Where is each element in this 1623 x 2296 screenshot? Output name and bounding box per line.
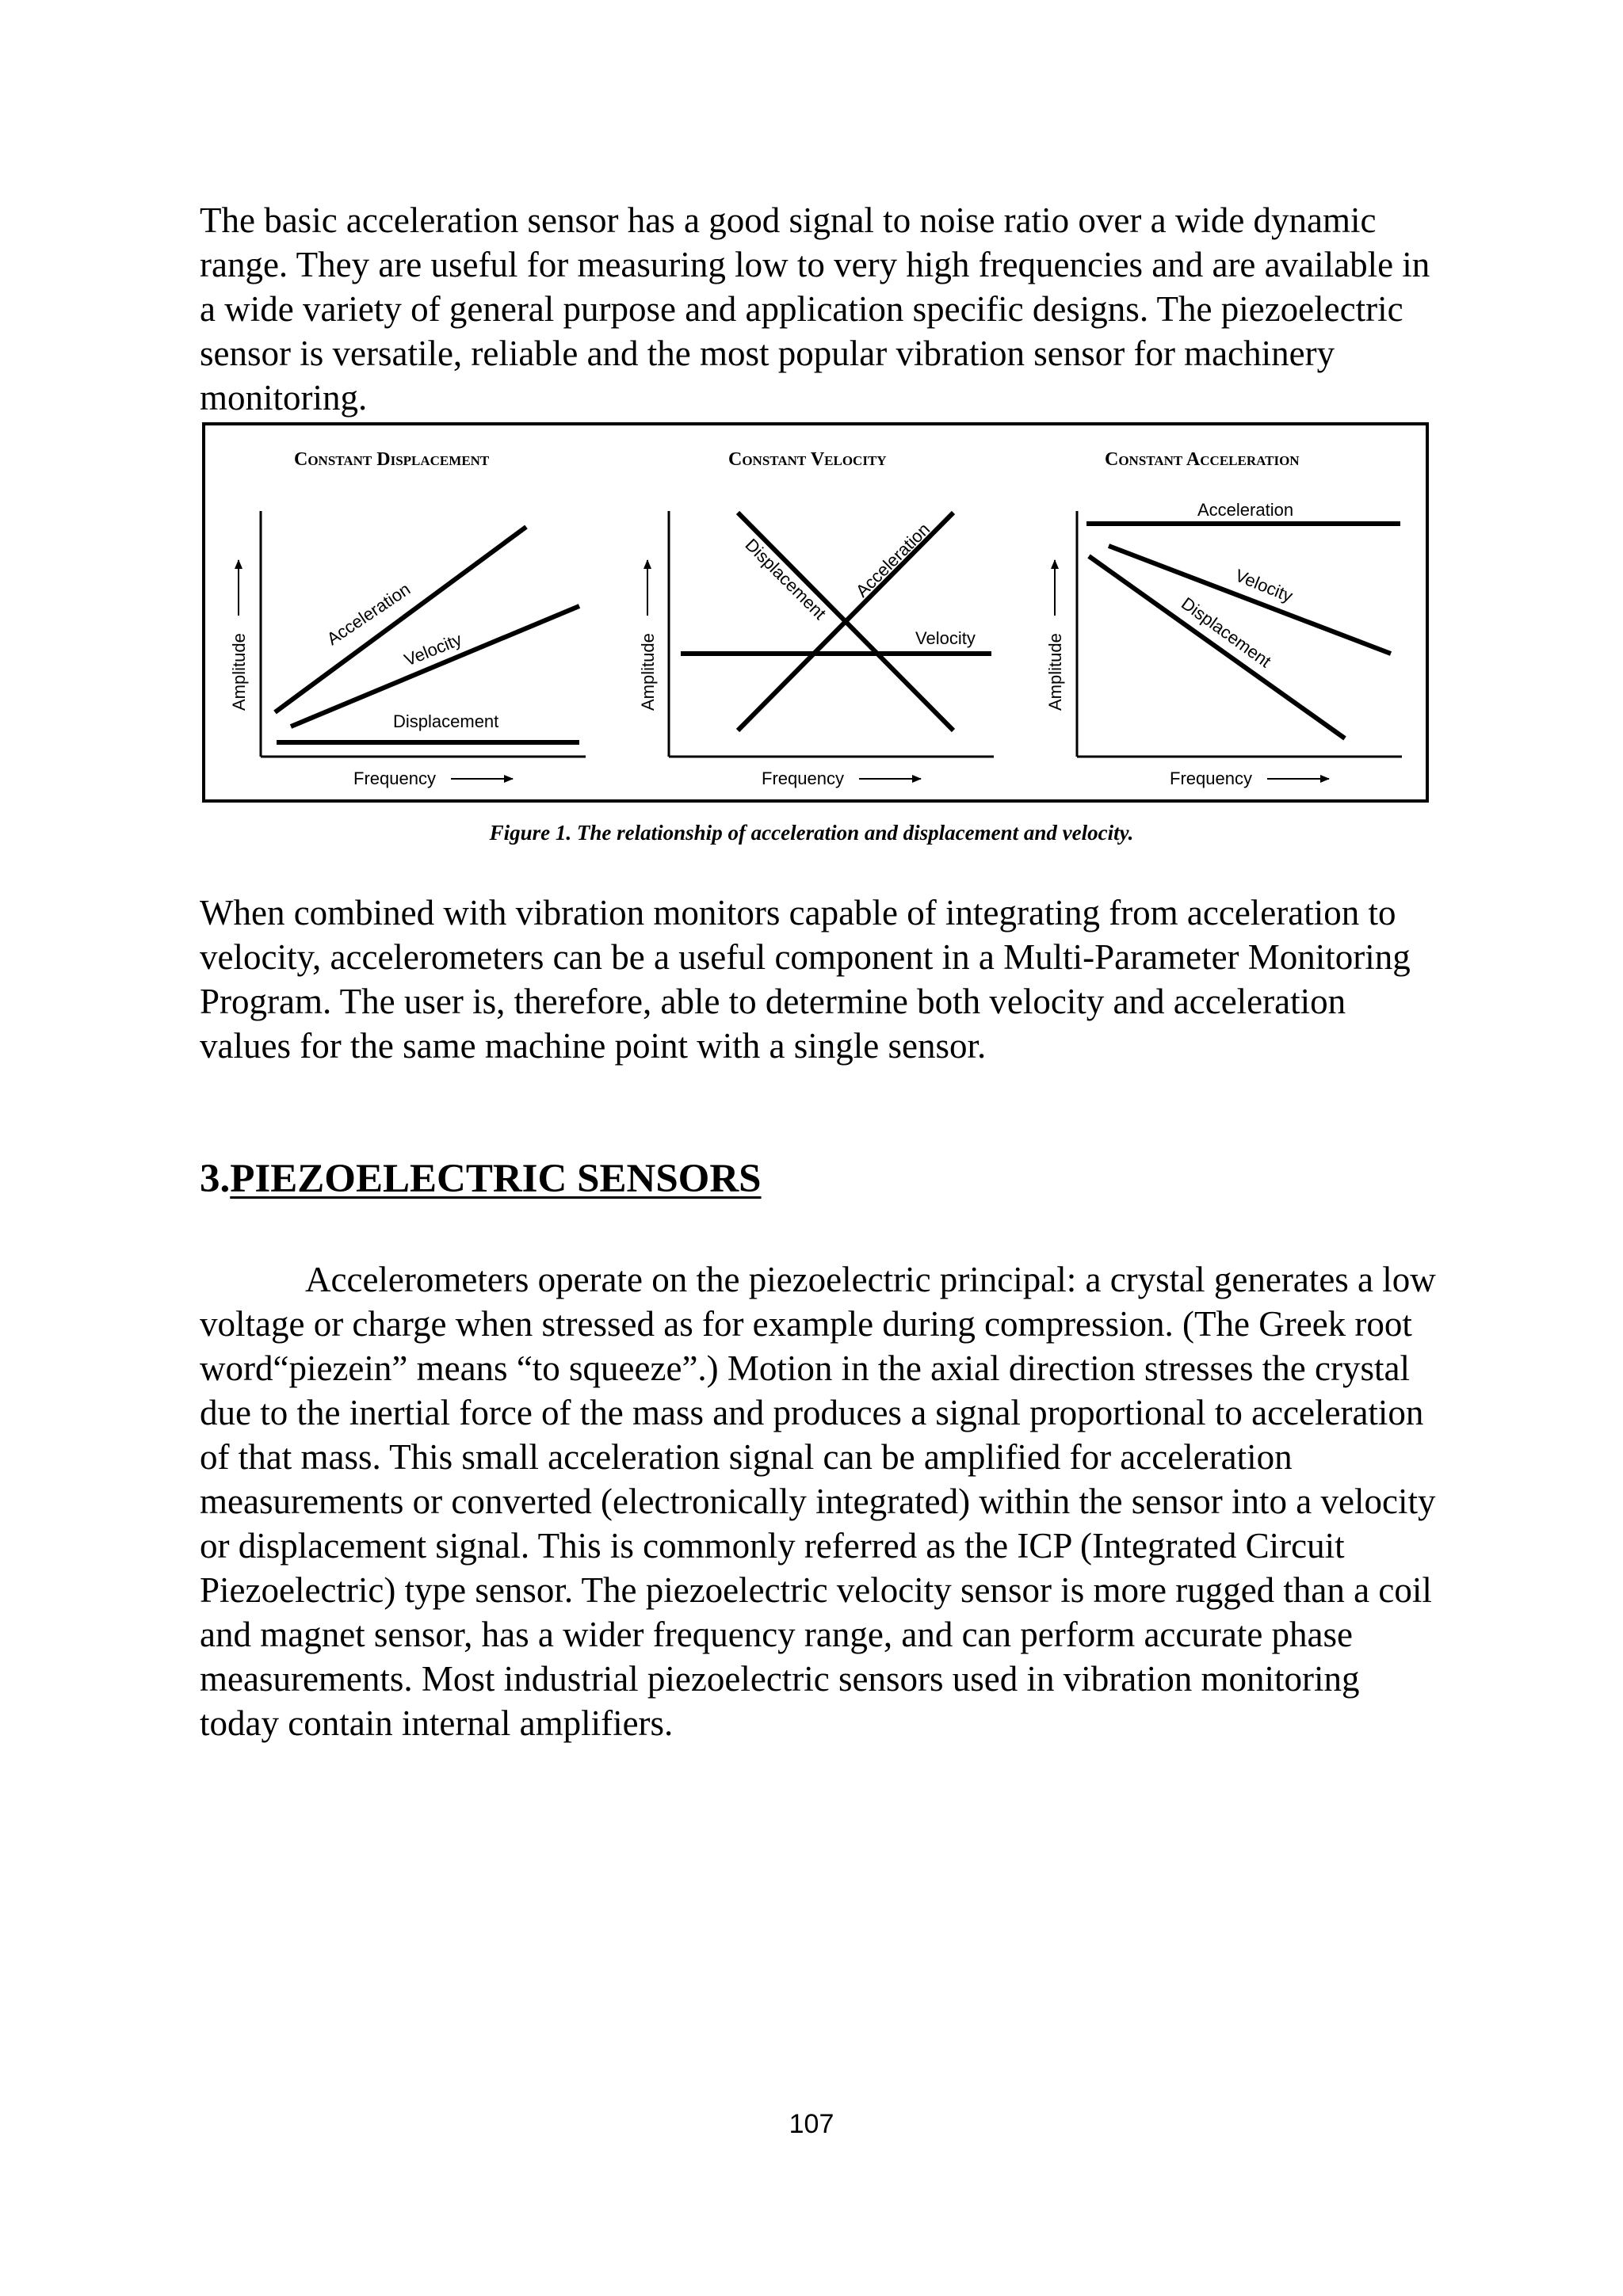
displacement-line — [1089, 556, 1345, 738]
page-number: 107 — [789, 2109, 834, 2139]
paragraph-multiparameter: When combined with vibration monitors capable of integrating from acceleration to velocity, accelerometers can be a useful component in a Multi-Parameter Monitoring Program. The user is, therefore, able to determine both velocity and acceleration values for the same machine point with a single sensor. — [200, 893, 1411, 1066]
figure-amplitude-frequency — [202, 422, 1429, 803]
acceleration-line — [275, 527, 526, 712]
figure-caption: Figure 1. The relationship of acceleration and displacement and velocity. — [489, 821, 1134, 845]
panel-constant-velocity — [638, 449, 994, 788]
paragraph-intro: The basic acceleration sensor has a good signal to noise ratio over a wide dynamic range. They are useful for measuring low to very high frequencies and are available in a wide variety of general purpose and application specific designs. The piezoelectric sensor is versatile, reliable and the most popular vibration sensor for machinery monitoring. — [200, 200, 1430, 418]
x-axis-label: Frequency — [1170, 769, 1252, 788]
panel-title: Constant Velocity — [728, 449, 887, 470]
x-axis-label: Frequency — [762, 769, 844, 788]
acceleration-label: Acceleration — [851, 519, 934, 601]
displacement-label: Displacement — [393, 711, 499, 731]
velocity-label: Velocity — [915, 628, 976, 648]
section-heading — [200, 1155, 762, 1203]
figure-graphic — [205, 425, 1426, 799]
displacement-label: Displacement — [741, 534, 831, 624]
acceleration-label: Acceleration — [323, 578, 414, 650]
acceleration-label: Acceleration — [1197, 500, 1294, 520]
panel-constant-displacement — [229, 449, 586, 788]
x-axis-label: Frequency — [353, 769, 436, 788]
panel-title: Constant Acceleration — [1105, 449, 1300, 470]
panel-constant-acceleration — [1045, 449, 1402, 788]
y-axis-label: Amplitude — [1045, 633, 1065, 711]
velocity-label: Velocity — [401, 629, 465, 670]
y-axis-label: Amplitude — [638, 633, 658, 711]
heading-number: 3. — [200, 1157, 231, 1201]
paragraph-piezoelectric: Accelerometers operate on the piezoelectric principal: a crystal generates a low voltage or charge when stressed as for example during compression. (The Greek root word“piezein” means “to squeeze”.) Motion in the axial direction stresses the crystal due to the inertial force of the mass and produces a signal proportional to acceleration of that mass. This small acceleration signal can be amplified for acceleration measurements or converted (electronically integrated) within the sensor into a velocity or displacement signal. This is commonly referred as the ICP (Integrated Circuit Piezoelectric) type sensor. The piezoelectric velocity sensor is more rugged than a coil and magnet sensor, has a wider frequency range, and can perform accurate phase measurements. Most industrial piezoelectric sensors used in vibration monitoring today contain internal amplifiers. — [200, 1260, 1436, 1743]
y-axis-label: Amplitude — [229, 633, 249, 711]
heading-text: PIEZOELECTRIC SENSORS — [230, 1157, 762, 1201]
displacement-label: Displacement — [1178, 593, 1275, 672]
panel-title: Constant Displacement — [294, 449, 490, 470]
velocity-label: Velocity — [1232, 565, 1296, 607]
